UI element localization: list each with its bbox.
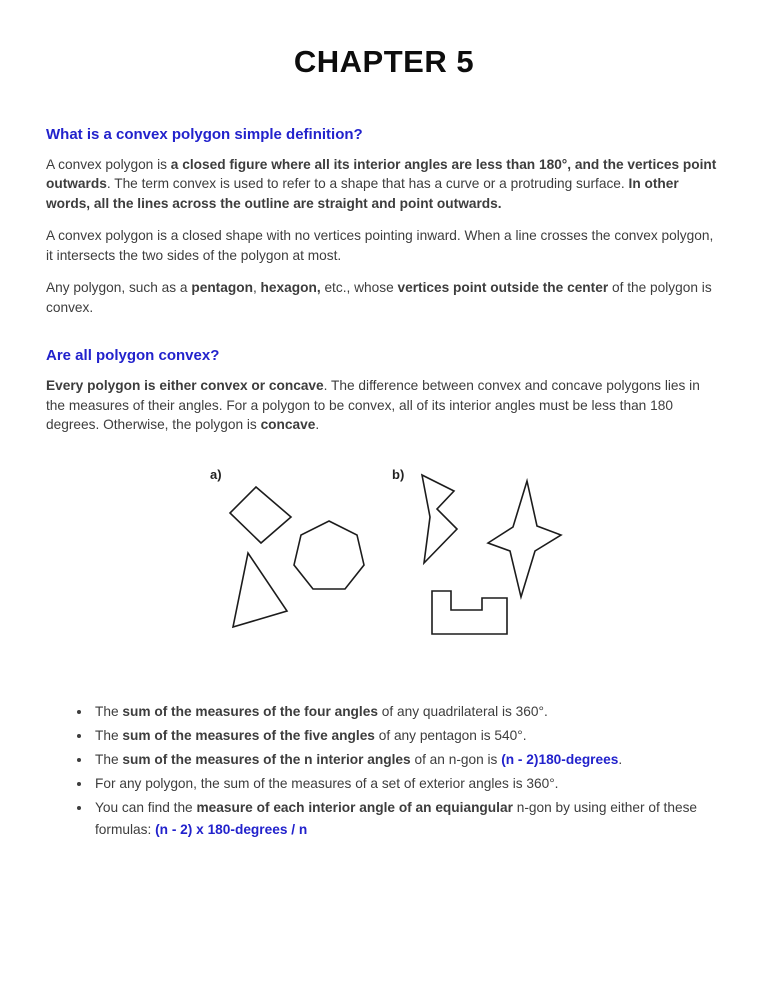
section-heading-convex-definition: What is a convex polygon simple definition? [46, 126, 363, 143]
paragraph-convex-definition-2: A convex polygon is a closed shape with no vertices pointing inward. When a line crosses the convex polygon, it intersects the two sides of the polygon at most. [46, 228, 714, 263]
figure-label-b: b) [392, 466, 405, 482]
section-all-polygons-convex [46, 347, 722, 434]
polygons-illustration [204, 467, 564, 655]
list-item-ngon-sum: • The sum of the measures of the n interior angles of an n-gon is (n - 2)180-degrees. [92, 749, 722, 770]
list-item-exterior-angles: • For any polygon, the sum of the measures of a set of exterior angles is 360°. [92, 773, 722, 794]
list-item-pentagon-sum: • The sum of the measures of the five angles of any pentagon is 540°. [92, 725, 722, 746]
convex-triangle-shape [233, 553, 287, 627]
paragraph-convex-definition-3: Any polygon, such as a pentagon, hexagon, etc., whose vertices point outside the center of the polygon is convex. [46, 280, 712, 315]
concave-arrow-shape [422, 475, 457, 563]
list-item-quadrilateral-sum: • The sum of the measures of the four angles of any quadrilateral is 360°. [92, 701, 722, 722]
convex-quadrilateral-shape [230, 487, 291, 543]
paragraph-convex-vs-concave: Every polygon is either convex or concave. The difference between convex and concave polygons lies in the measures of their angles. For a polygon to be convex, all of its interior angles must be less than 180 degrees. Otherwise, the polygon is concave. [46, 378, 700, 433]
four-pointed-star-shape [488, 481, 561, 597]
list-item-equiangular-formula: • You can find the measure of each interior angle of an equiangular n-gon by using either of these formulas: (n - 2) x 180-degrees / n [92, 797, 722, 839]
section-convex-definition [46, 126, 722, 317]
figure-label-a: a) [210, 466, 222, 482]
polygon-examples-figure [204, 467, 564, 655]
section-heading-all-polygons-convex: Are all polygon convex? [46, 347, 220, 365]
polygon-facts-list [46, 701, 722, 840]
notched-rectangle-shape [432, 591, 507, 634]
convex-heptagon-shape [294, 521, 364, 589]
page-title: CHAPTER 5 [293, 44, 475, 79]
paragraph-convex-definition-1: A convex polygon is a closed figure where all its interior angles are less than 180°, and the vertices point outwards. The term convex is used to refer to a shape that has a curve or a protruding surface. In other words, all the lines across the outline are straight and point outwards. [46, 157, 717, 211]
